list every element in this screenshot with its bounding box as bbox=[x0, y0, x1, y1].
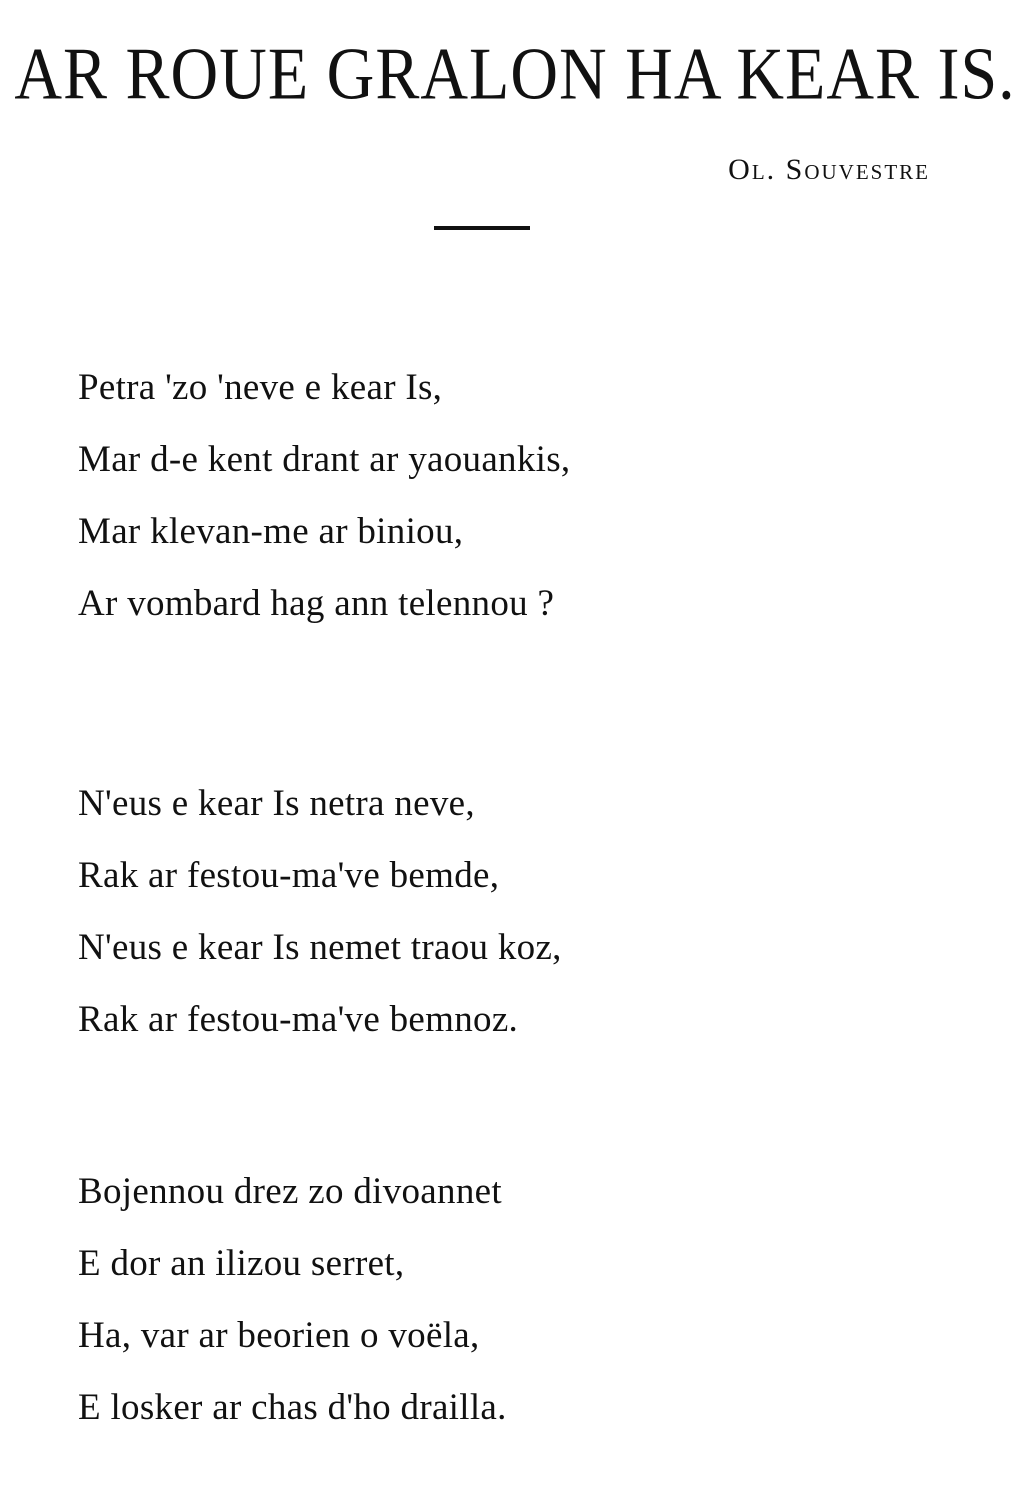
verse-line: Rak ar festou-ma've bemde, bbox=[78, 855, 500, 896]
verse-line: N'eus e kear Is netra neve, bbox=[78, 783, 475, 824]
stanza-2 bbox=[78, 768, 938, 1056]
stanza-3 bbox=[78, 1156, 938, 1444]
poem-title: AR ROUE GRALON HA KEAR IS. bbox=[14, 33, 1016, 116]
title-divider bbox=[434, 226, 530, 230]
verse-line: E dor an ilizou serret, bbox=[78, 1243, 405, 1284]
verse-line: Rak ar festou-ma've bemnoz. bbox=[78, 999, 519, 1040]
author-credit: Ol. Souvestre bbox=[728, 153, 930, 186]
verse-line: Ar vombard hag ann telennou ? bbox=[78, 583, 555, 624]
verse-line: Mar klevan-me ar biniou, bbox=[78, 511, 464, 552]
verse-line: Petra 'zo 'neve e kear Is, bbox=[78, 367, 443, 408]
verse-line: Mar d-e kent drant ar yaouankis, bbox=[78, 439, 571, 480]
verse-line: N'eus e kear Is nemet traou koz, bbox=[78, 927, 562, 968]
verse-line: Ha, var ar beorien o voëla, bbox=[78, 1315, 480, 1356]
verse-line: Bojennou drez zo divoannet bbox=[78, 1171, 502, 1212]
stanza-1 bbox=[78, 352, 938, 640]
verse-line: E losker ar chas d'ho drailla. bbox=[78, 1387, 507, 1428]
